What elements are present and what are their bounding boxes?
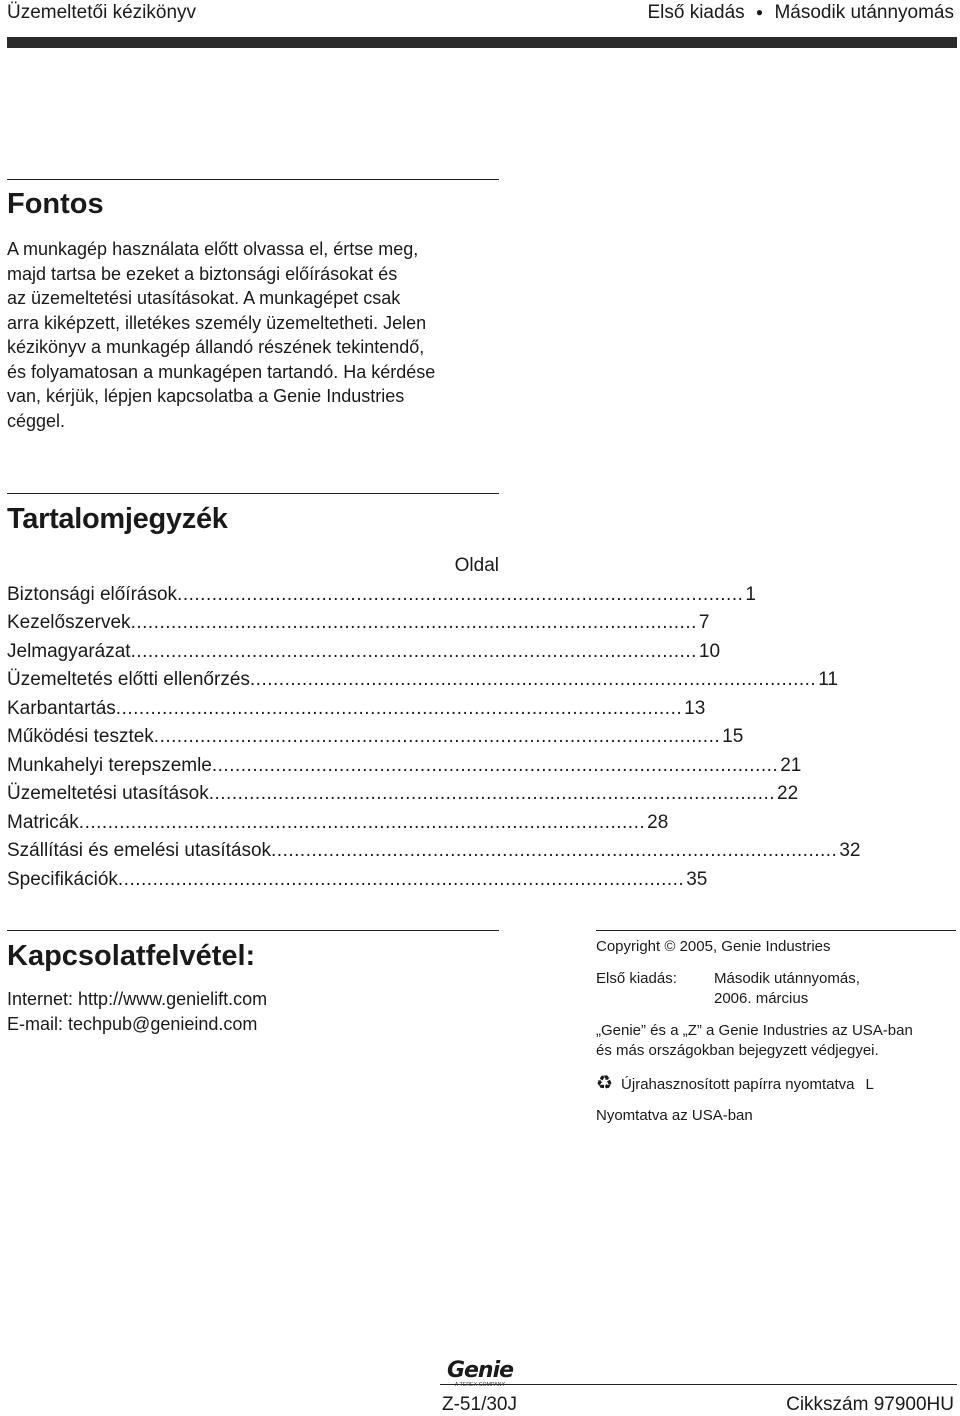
toc-entry-page: 1	[745, 584, 756, 605]
header-bar	[7, 37, 957, 48]
toc-entry-title: Karbantartás	[7, 698, 116, 719]
section-rule	[7, 179, 499, 180]
contact-email[interactable]: E-mail: techpub@genieind.com	[7, 1014, 258, 1034]
important-body	[7, 237, 507, 433]
footer-rule-left	[440, 1384, 520, 1385]
printed-in: Nyomtatva az USA-ban	[596, 1107, 753, 1124]
toc-heading: Tartalomjegyzék	[7, 503, 228, 535]
toc-entry[interactable]	[7, 754, 802, 778]
important-line: A munkagép használata előtt olvassa el, értse meg,	[7, 239, 419, 259]
toc-entry[interactable]	[7, 782, 799, 806]
toc-entry[interactable]	[7, 868, 708, 892]
toc-entry-title: Jelmagyarázat	[7, 641, 131, 662]
running-header-title: Üzemeltetői kézikönyv	[7, 2, 197, 23]
toc-leader: ..................................................................................................	[115, 698, 683, 719]
toc-leader: ..................................................................................................	[211, 755, 779, 776]
toc-entry-title: Kezelőszervek	[7, 612, 131, 633]
toc-entry-title: Matricák	[7, 812, 79, 833]
toc-entry-title: Biztonsági előírások	[7, 584, 178, 605]
toc-entry-page: 28	[647, 812, 669, 833]
recycled-suffix: L	[865, 1076, 874, 1093]
toc-entry-page: 11	[818, 669, 838, 690]
toc-entry[interactable]	[7, 668, 838, 692]
toc-entry-title: Működési tesztek	[7, 726, 154, 747]
important-heading: Fontos	[7, 188, 104, 220]
toc-entry-page: 13	[684, 698, 706, 719]
important-line: és folyamatosan a munkagépen tartandó. Ha kérdése	[7, 361, 436, 382]
toc-entry[interactable]	[7, 839, 861, 863]
bullet-separator: ●	[755, 5, 764, 19]
recycled-text: Újrahasznosított papírra nyomtatva	[621, 1076, 855, 1093]
toc-leader: ..................................................................................................	[271, 840, 838, 861]
toc-entry-page: 22	[777, 783, 799, 804]
toc-entry-page: 21	[780, 755, 802, 776]
toc-leader: ..................................................................................................	[130, 612, 697, 633]
contact-internet[interactable]: Internet: http://www.genielift.com	[7, 989, 268, 1009]
edition-value-line: Második utánnyomás,	[714, 970, 860, 987]
toc-entry[interactable]	[7, 811, 669, 835]
toc-entry-title: Szállítási és emelési utasítások	[7, 840, 272, 861]
toc-entry[interactable]	[7, 611, 710, 635]
recycle-icon: ♻	[596, 1072, 614, 1094]
toc-entry-title: Munkahelyi terepszemle	[7, 755, 212, 776]
toc-entry-title: Üzemeltetés előtti ellenőrzés	[7, 669, 250, 690]
toc-entry[interactable]	[7, 697, 706, 721]
toc-entry[interactable]	[7, 725, 744, 749]
section-rule	[7, 930, 499, 931]
section-rule	[596, 930, 956, 931]
toc-entry-page: 10	[698, 641, 721, 662]
edition-value-line: 2006. március	[714, 990, 809, 1007]
trademark-line: „Genie” és a „Z” a Genie Industries az USA-ban	[596, 1022, 913, 1039]
edition-label: Első kiadás	[647, 2, 745, 23]
important-line: majd tartsa be ezeket a biztonsági előírásokat és	[7, 263, 398, 284]
toc-entry-title: Üzemeltetési utasítások	[7, 783, 209, 804]
important-line: az üzemeltetési utasításokat. A munkagépet csak	[7, 288, 401, 308]
edition-label: Első kiadás:	[596, 970, 677, 987]
toc-entry-title: Specifikációk	[7, 869, 118, 890]
toc-entry[interactable]	[7, 583, 756, 607]
printing-label: Második utánnyomás	[774, 2, 954, 23]
trademark-notice	[596, 1021, 913, 1061]
toc-entry-page: 15	[722, 726, 744, 747]
toc-leader: ..................................................................................................	[117, 869, 685, 890]
logo-subtitle: A TEREX COMPANY	[454, 1382, 506, 1388]
important-line: kézikönyv a munkagép állandó részének tekintendő,	[7, 337, 425, 357]
toc-page-header: Oldal	[454, 555, 499, 576]
model-number: Z-51/30J	[442, 1394, 517, 1415]
edition-value	[714, 969, 860, 1009]
toc-entry-page: 35	[686, 869, 708, 890]
section-rule	[7, 493, 499, 494]
part-number: Cikkszám 97900HU	[786, 1394, 954, 1415]
copyright-line: Copyright © 2005, Genie Industries	[596, 938, 831, 955]
toc-leader: ..................................................................................................	[78, 812, 646, 833]
toc-entry[interactable]	[7, 640, 721, 664]
toc-leader: ..................................................................................................	[177, 584, 744, 605]
toc-entry-page: 7	[698, 612, 710, 633]
trademark-line: és más országokban bejegyzett védjegyei.	[596, 1042, 879, 1059]
toc-entry-page: 32	[839, 840, 861, 861]
important-line: céggel.	[7, 410, 66, 431]
logo-wordmark: Genie	[446, 1358, 514, 1383]
contact-block	[7, 987, 267, 1037]
toc-leader: ..................................................................................................	[249, 669, 817, 690]
toc-leader: ..................................................................................................	[208, 783, 776, 804]
important-line: arra kiképzett, illetékes személy üzemeltetheti. Jelen	[7, 312, 427, 333]
running-header-edition	[647, 2, 954, 24]
contact-heading: Kapcsolatfelvétel:	[7, 940, 256, 972]
recycled-notice	[596, 1073, 874, 1095]
important-line: van, kérjük, lépjen kapcsolatba a Genie Industries	[7, 386, 405, 406]
footer-rule-right	[520, 1384, 957, 1385]
toc-leader: ..................................................................................................	[153, 726, 721, 747]
toc-leader: ..................................................................................................	[130, 641, 697, 662]
